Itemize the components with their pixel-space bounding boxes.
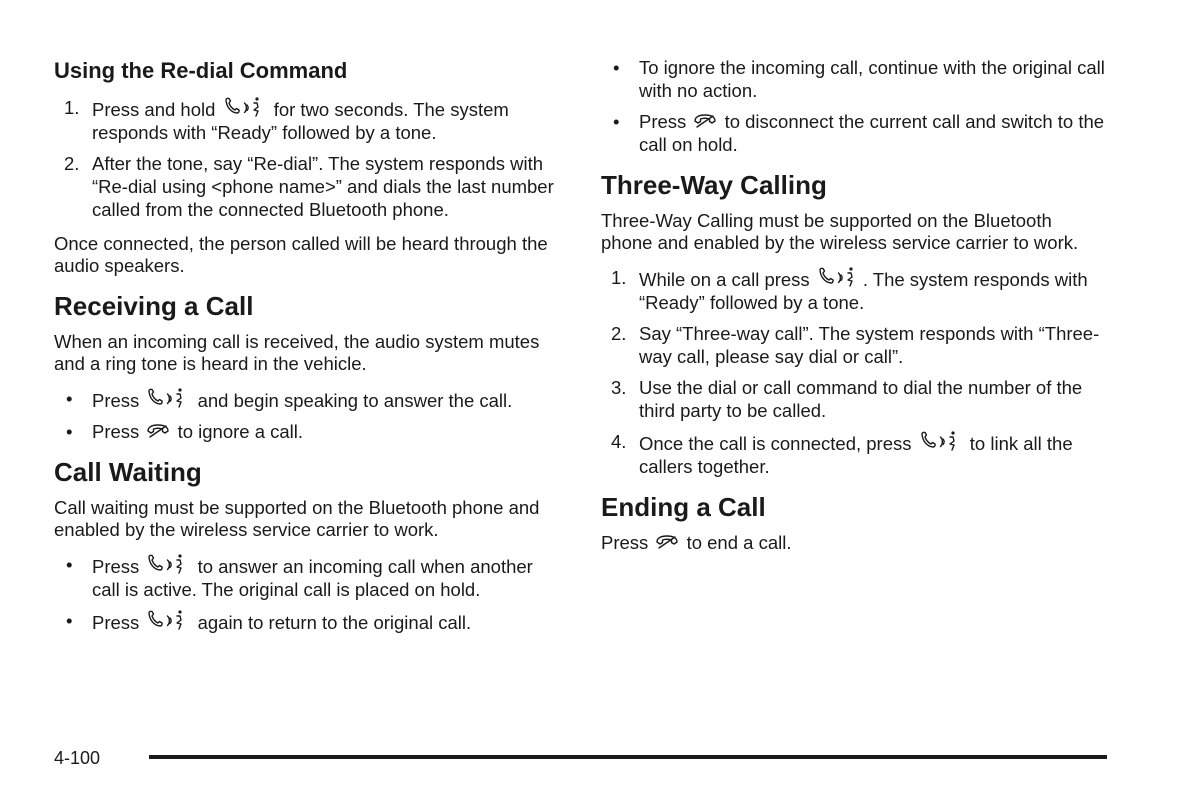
list-item: 1. While on a call press . The system responds with “Ready” followed by a tone.	[611, 267, 1088, 313]
ending-heading: Ending a Call	[601, 492, 766, 522]
bullet: •	[613, 57, 620, 78]
step-number: 1.	[64, 97, 80, 118]
phone-voice-icon	[817, 266, 861, 288]
list-item: • Press to ignore a call.	[66, 421, 304, 442]
list-item: • To ignore the incoming call, continue with the original call with no action.	[613, 57, 1105, 101]
phone-voice-icon	[146, 609, 190, 631]
step-number: 4.	[611, 431, 627, 452]
list-item: • Press and begin speaking to answer the call.	[66, 388, 513, 411]
step-number: 3.	[611, 377, 627, 398]
ending-paragraph: Press to end a call.	[601, 532, 792, 553]
list-item: • Press to disconnect the current call and switch to the call on hold.	[613, 111, 1105, 155]
three-way-paragraph: Three-Way Calling must be supported on the Bluetooth phone and enabled by the wireless service carrier to work.	[601, 210, 1079, 253]
redial-paragraph: Once connected, the person called will be heard through the audio speakers.	[54, 233, 548, 276]
list-item: 2. Say “Three-way call”. The system responds with “Three-way call, please say dial or call”.	[611, 323, 1100, 367]
phone-hangup-icon	[693, 112, 717, 130]
phone-voice-icon	[146, 553, 190, 575]
receiving-bullets	[54, 387, 554, 443]
call-waiting-heading: Call Waiting	[54, 457, 202, 487]
list-item: • Press to answer an incoming call when another call is active. The original call is placed on hold.	[66, 554, 533, 600]
bullet: •	[613, 111, 620, 132]
phone-hangup-icon	[655, 533, 679, 551]
call-waiting-paragraph: Call waiting must be supported on the Bluetooth phone and enabled by the wireless service carrier to work.	[54, 497, 540, 540]
list-item: 4. Once the call is connected, press to link all the callers together.	[611, 431, 1073, 477]
phone-voice-icon	[919, 430, 963, 452]
redial-steps	[54, 96, 554, 221]
phone-voice-icon	[223, 96, 267, 118]
bullet: •	[66, 388, 73, 409]
three-way-heading: Three-Way Calling	[601, 170, 827, 200]
continued-bullets	[601, 56, 1106, 156]
bullet: •	[66, 610, 73, 631]
list-item: • Press again to return to the original call.	[66, 610, 472, 633]
list-item: 3. Use the dial or call command to dial the number of the third party to be called.	[611, 377, 1083, 421]
step-number: 1.	[611, 267, 627, 288]
left-column	[54, 56, 554, 646]
phone-voice-icon	[146, 387, 190, 409]
phone-hangup-icon	[146, 422, 170, 440]
step-number: 2.	[64, 153, 80, 174]
redial-heading: Using the Re-dial Command	[54, 58, 348, 83]
bullet: •	[66, 421, 73, 442]
footer-rule	[149, 755, 1107, 759]
three-way-steps	[601, 266, 1106, 478]
bullet: •	[66, 554, 73, 575]
page-number: 4-100	[54, 748, 101, 768]
right-column	[601, 56, 1106, 566]
list-item: 2. After the tone, say “Re-dial”. The system responds with “Re-dial using <phone name>” and dials the last number called from the connected Bluetooth phone.	[64, 153, 554, 220]
call-waiting-bullets	[54, 553, 554, 634]
receiving-paragraph: When an incoming call is received, the audio system mutes and a ring tone is heard in the vehicle.	[54, 331, 540, 374]
step-number: 2.	[611, 323, 627, 344]
list-item: 1. Press and hold for two seconds. The system responds with “Ready” followed by a tone.	[64, 97, 509, 143]
receiving-heading: Receiving a Call	[54, 291, 254, 321]
